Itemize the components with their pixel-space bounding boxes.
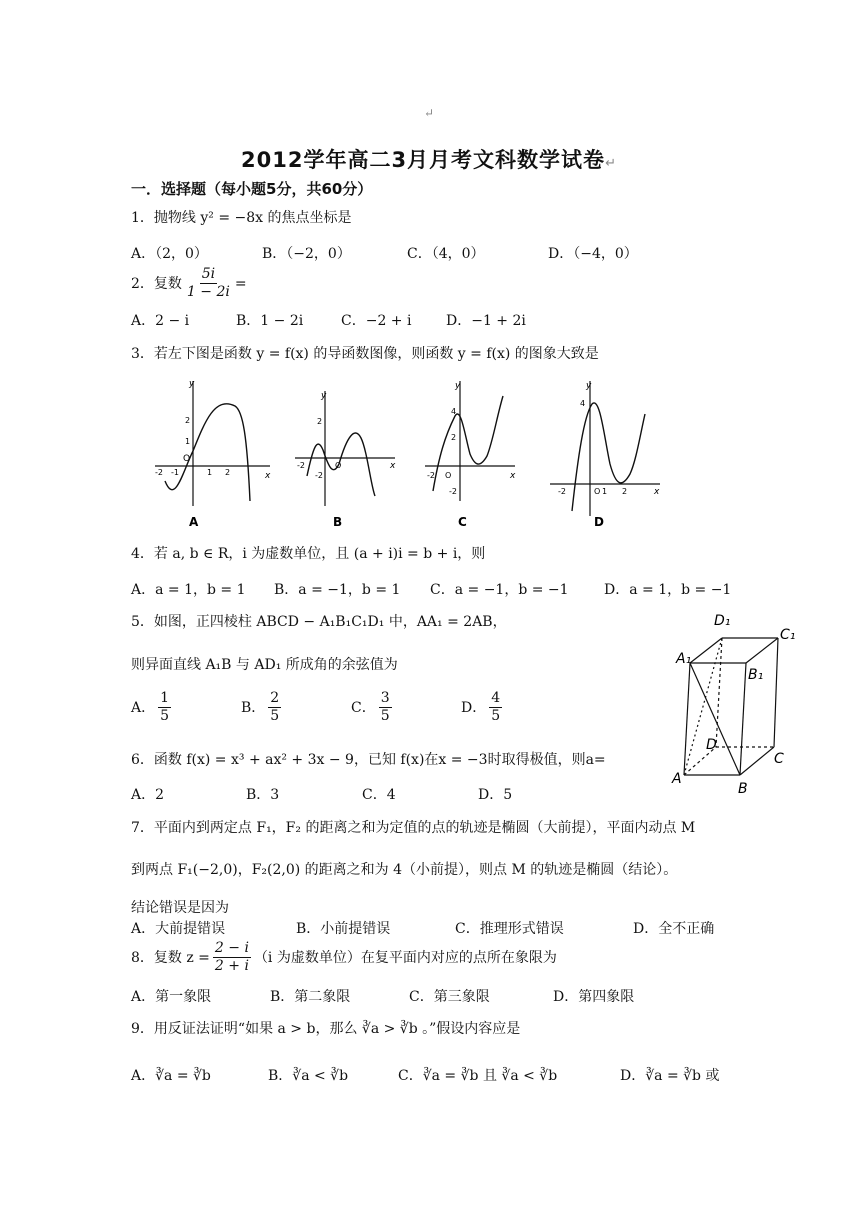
question-5-stem: 5．如图，正四棱柱 ABCD − A₁B₁C₁D₁ 中，AA₁ = 2AB，	[131, 614, 507, 630]
q5-option-c: C． $\frac{3}{5}$	[351, 690, 390, 724]
fraction: $\frac{5i}{1 - 2i}$	[186, 266, 230, 300]
svg-text:x: x	[654, 487, 660, 497]
q1-option-a: A．（2，0）	[131, 246, 208, 262]
svg-text:O: O	[335, 461, 342, 470]
graph-c	[425, 381, 516, 529]
question-6-stem: 6．函数 f(x) = x³ + ax² + 3x − 9，已知 f(x)在x = −3时取得极值，则a=	[131, 752, 606, 768]
section-heading: 一．选择题（每小题5分，共60分）	[131, 180, 373, 198]
svg-text:2: 2	[622, 487, 628, 496]
q8-option-b: B．第二象限	[270, 989, 351, 1005]
prism-figure	[670, 605, 820, 805]
q9-option-c: C．∛a = ∛b 且 ∛a < ∛b	[398, 1068, 558, 1084]
q6-option-b: B．3	[246, 787, 280, 803]
svg-text:2: 2	[451, 433, 457, 442]
q5-option-b: B． $\frac{2}{5}$	[241, 690, 280, 724]
label-a: A	[672, 771, 682, 787]
svg-text:4: 4	[580, 399, 586, 408]
question-4-stem: 4．若 a, b ∈ R，i 为虚数单位，且 (a + i)i = b + i，则	[131, 546, 486, 562]
q5-option-d: D． $\frac{4}{5}$	[461, 690, 501, 724]
question-7-stem-2: 到两点 F₁(−2,0)，F₂(2,0) 的距离之和为 4（小前提），则点 M 的轨迹是椭圆（结论）。	[131, 862, 678, 878]
fraction: $\frac{2 - i}{2 + i}$	[214, 940, 249, 974]
page-title: 2012学年高二3月月考文科数学试卷↵	[241, 148, 617, 172]
q1-option-d: D．（−4，0）	[548, 246, 638, 262]
svg-text:C: C	[458, 515, 467, 529]
svg-text:-2: -2	[315, 471, 323, 480]
svg-text:-2: -2	[427, 471, 435, 480]
q9-option-b: B．∛a < ∛b	[268, 1068, 349, 1084]
q7-option-d: D．全不正确	[633, 921, 715, 937]
q4-option-a: A．a = 1，b = 1	[131, 582, 246, 598]
q8-option-a: A．第一象限	[131, 989, 212, 1005]
label-d1: D₁	[714, 613, 731, 629]
q4-option-b: B．a = −1，b = 1	[274, 582, 401, 598]
q6-option-d: D．5	[478, 787, 513, 803]
svg-text:B: B	[333, 515, 343, 529]
q7-option-c: C．推理形式错误	[455, 921, 564, 937]
svg-text:2: 2	[317, 417, 323, 426]
question-7-stem-3: 结论错误是因为	[131, 900, 229, 916]
question-2-stem: 2．复数 $\frac{5i}{1 - 2i}$ =	[131, 266, 247, 300]
svg-text:A: A	[189, 515, 199, 529]
q1-option-b: B．（−2，0）	[262, 246, 351, 262]
q2-option-c: C．−2 + i	[341, 313, 412, 329]
q2-option-b: B．1 − 2i	[236, 313, 304, 329]
svg-text:2: 2	[185, 416, 191, 425]
svg-text:1: 1	[602, 487, 608, 496]
question-8-stem: 8．复数 z = $\frac{2 - i}{2 + i}$ （i 为虚数单位）在复平面内对应的点所在象限为	[131, 940, 557, 974]
q4-option-d: D．a = 1，b = −1	[604, 582, 732, 598]
paragraph-mark: ↵	[424, 106, 435, 120]
svg-text:1: 1	[207, 468, 213, 477]
graph-b	[295, 391, 396, 529]
q8-option-d: D．第四象限	[553, 989, 635, 1005]
q4-option-c: C．a = −1，b = −1	[430, 582, 569, 598]
q5-option-a: A． $\frac{1}{5}$	[131, 690, 170, 724]
svg-text:y: y	[586, 381, 592, 391]
label-d: D	[706, 737, 717, 753]
svg-text:-2: -2	[297, 461, 305, 470]
svg-text:4: 4	[451, 407, 457, 416]
svg-text:x: x	[265, 471, 271, 481]
svg-text:1: 1	[185, 437, 191, 446]
q1-option-c: C．（4，0）	[407, 246, 485, 262]
q2-option-a: A．2 − i	[131, 313, 190, 329]
q6-option-c: C．4	[362, 787, 396, 803]
q2-option-d: D．−1 + 2i	[446, 313, 526, 329]
svg-text:O: O	[183, 454, 191, 464]
svg-text:2: 2	[225, 468, 231, 477]
derivative-graphs-figure	[150, 376, 670, 536]
graph-a	[155, 379, 271, 529]
q7-option-b: B．小前提错误	[296, 921, 391, 937]
label-c: C	[774, 751, 784, 767]
svg-text:x: x	[390, 461, 396, 471]
label-b1: B₁	[748, 667, 764, 683]
q7-option-a: A．大前提错误	[131, 921, 226, 937]
svg-text:-2: -2	[155, 468, 163, 477]
svg-text:y: y	[321, 391, 327, 401]
q9-option-d: D．∛a = ∛b 或	[620, 1068, 720, 1084]
question-5-stem-2: 则异面直线 A₁B 与 AD₁ 所成角的余弦值为	[131, 657, 398, 673]
svg-text:y: y	[189, 379, 195, 389]
q9-option-a: A．∛a = ∛b	[131, 1068, 211, 1084]
label-a1: A₁	[676, 651, 692, 667]
q8-option-c: C．第三象限	[409, 989, 490, 1005]
svg-text:O: O	[445, 471, 452, 480]
question-3-stem: 3．若左下图是函数 y = f(x) 的导函数图像，则函数 y = f(x) 的图象大致是	[131, 346, 599, 362]
svg-text:-2: -2	[449, 487, 457, 496]
graph-d	[550, 381, 660, 529]
svg-text:D: D	[594, 515, 604, 529]
svg-text:-2: -2	[558, 487, 566, 496]
question-1-stem: 1．抛物线 y² = −8x 的焦点坐标是	[131, 210, 352, 226]
svg-text:x: x	[510, 471, 516, 481]
svg-text:O: O	[594, 487, 601, 496]
question-7-stem: 7．平面内到两定点 F₁，F₂ 的距离之和为定值的点的轨迹是椭圆（大前提），平面内动点 M	[131, 820, 696, 836]
question-9-stem: 9．用反证法证明“如果 a > b，那么 ∛a > ∛b 。”假设内容应是	[131, 1021, 521, 1037]
svg-text:y: y	[455, 381, 461, 391]
q6-option-a: A．2	[131, 787, 165, 803]
svg-text:-1: -1	[171, 468, 179, 477]
label-b: B	[738, 781, 748, 797]
label-c1: C₁	[780, 627, 796, 643]
